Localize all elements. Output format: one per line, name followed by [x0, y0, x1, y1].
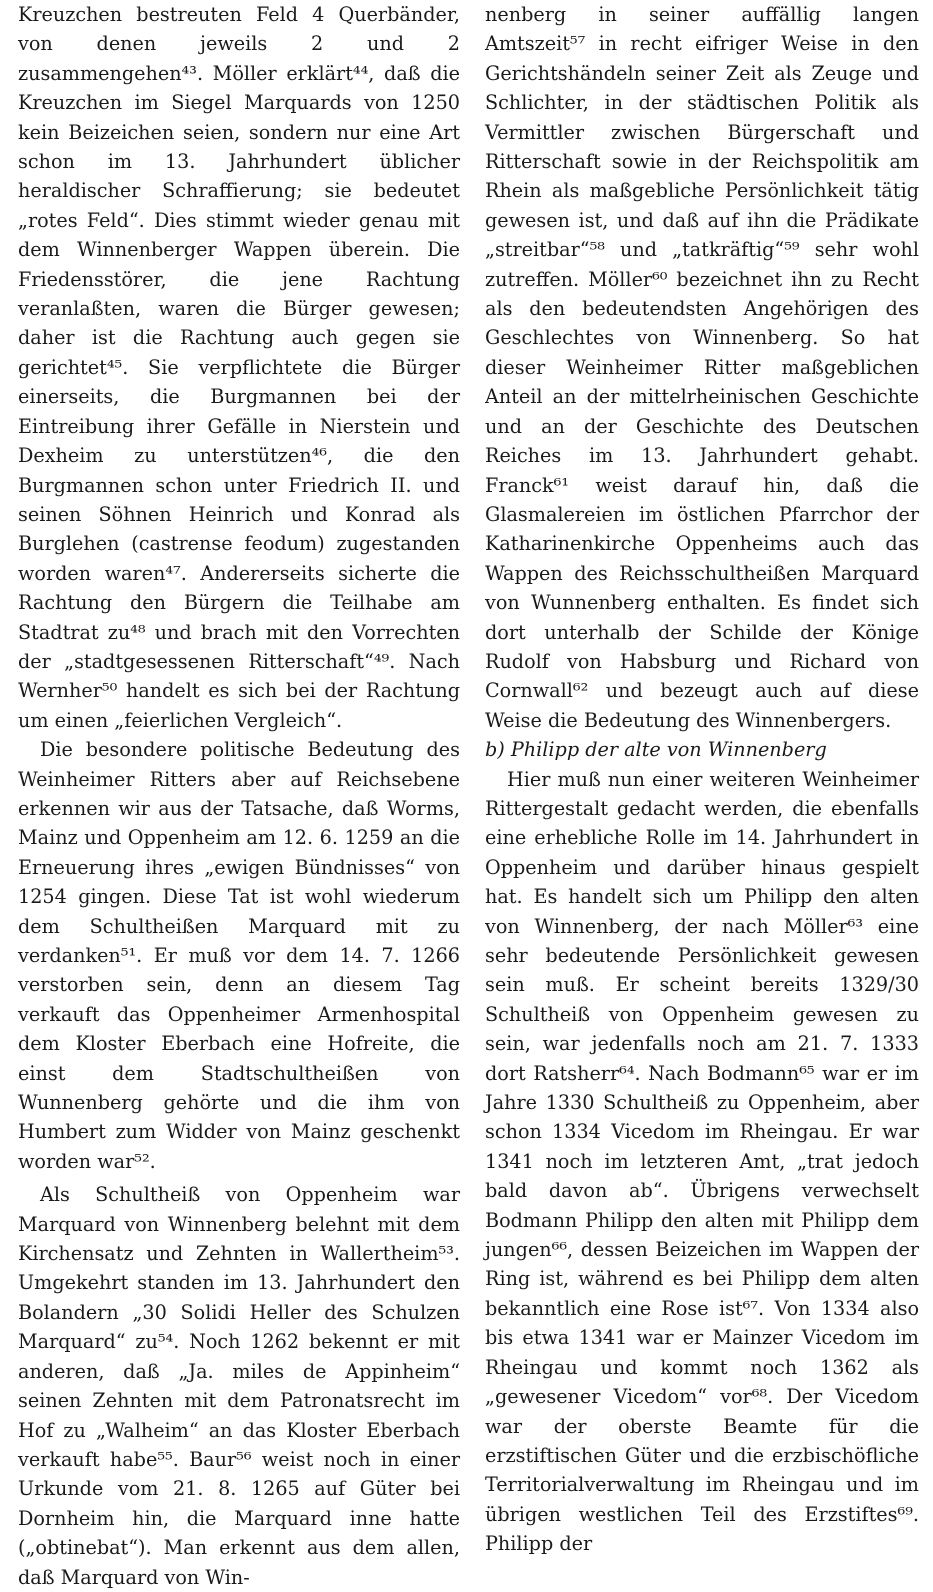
paragraph: Die besondere politische Bedeutung des Weinheimer Ritters aber auf Reichsebene erkennen wir aus der Tatsache, daß Worms, Mainz und Oppenheim am 12. 6. 1259 an die Erneuerung ihres „ewigen Bündnisses“ von 1254 gingen. Diese Tat ist wohl wiederum dem Schultheißen Marquard mit zu verdanken⁵¹. Er muß vor dem 14. 7. 1266 verstorben sein, denn an diesem Tag verkauft das Oppenheimer Armenhospital dem Kloster Eberbach eine Hofreite, die einst dem Stadtschultheißen von Wunnenberg gehörte und die ihm von Humbert zum Widder von Mainz geschenkt worden war⁵².: [18, 738, 460, 1173]
paragraph: Als Schultheiß von Oppenheim war Marquard von Winnenberg belehnt mit dem Kirchensatz und Zehnten in Wallertheim⁵³. Umgekehrt standen im 13. Jahrhundert den Bolandern „30 Solidi Heller des Schulzen Marquard“ zu⁵⁴. Noch 1262 bekennt er mit anderen, daß „Ja. miles de Appinheim“ seinen Zehnten mit dem Patronatsrecht im Hof zu „Walheim“ an das Kloster Eberbach verkauft habe⁵⁵. Baur⁵⁶ weist noch in einer Urkunde vom 21. 8. 1265 auf Güter bei Dornheim hin, die Marquard inne hatte („obtinebat“). Man erkennt aus dem allen, daß Marquard von Win-: [18, 1183, 460, 1589]
paragraph: Hier muß nun einer weiteren Weinheimer Rittergestalt gedacht werden, die ebenfalls eine erhebliche Rolle im 14. Jahrhundert in Oppenheim und darüber hinaus gespielt hat. Es handelt sich um Philipp den alten von Winnenberg, der nach Möller⁶³ eine sehr bedeutende Persönlichkeit gewesen sein muß. Er scheint bereits 1329/30 Schultheiß von Oppenheim gewesen zu sein, war jedenfalls noch am 21. 7. 1333 dort Ratsherr⁶⁴. Nach Bodmann⁶⁵ war er im Jahre 1330 Schultheiß zu Oppenheim, aber schon 1334 Vicedom im Rheingau. Er war 1341 noch im letzteren Amt, „trat jedoch bald davon ab“. Übrigens verwechselt Bodmann Philipp den alten mit Philipp dem jungen⁶⁶, dessen Beizeichen im Wappen der Ring ist, während es bei Philipp dem alten bekanntlich eine Rose ist⁶⁷. Von 1334 also bis etwa 1341 war er Mainzer Vicedom im Rheingau und kommt noch 1362 als „gewesener Vicedom“ vor⁶⁸. Der Vicedom war der oberste Beamte für die erzstiftischen Güter und die erzbischöfliche Territorialverwaltung im Rheingau und im übrigen westlichen Teil des Erzstiftes⁶⁹. Philipp der: [485, 767, 919, 1556]
paragraph: nenberg in seiner auffällig langen Amtszeit⁵⁷ in recht eifriger Weise in den Gerichtshändeln seiner Zeit als Zeuge und Schlichter, in der städtischen Politik als Vermittler zwischen Bürgerschaft und Ritterschaft sowie in der Reichspolitik am Rhein als maßgebliche Persönlichkeit tätig gewesen ist, und daß auf ihn die Prädikate „streitbar“⁵⁸ und „tatkräftig“⁵⁹ sehr wohl zutreffen. Möller⁶⁰ bezeichnet ihn zu Recht als den bedeutendsten Angehörigen des Geschlechtes von Winnenberg. So hat dieser Weinheimer Ritter maßgeblichen Anteil an der mittelrheinischen Geschichte und an der Geschichte des Deutschen Reiches im 13. Jahrhundert gehabt. Franck⁶¹ weist darauf hin, daß die Glasmalereien im östlichen Pfarrchor der Katharinenkirche Oppenheims auch das Wappen des Reichsschultheißen Marquard von Wunnenberg enthalten. Es findet sich dort unterhalb der Schilde der Könige Rudolf von Habsburg und Richard von Cornwall⁶² und bezeugt auch auf diese Weise die Bedeutung des Winnenbergers.: [485, 3, 919, 732]
paragraph: Kreuzchen bestreuten Feld 4 Querbänder, von denen jeweils 2 und 2 zusammengehen⁴³. Möller erklärt⁴⁴, daß die Kreuzchen im Siegel Marquards von 1250 kein Beizeichen seien, sondern nur eine Art schon im 13. Jahrhundert üblicher heraldischer Schraffierung; sie bedeutet „rotes Feld“. Dies stimmt wieder genau mit dem Winnenberger Wappen überein. Die Friedensstörer, die jene Rachtung veranlaßten, waren die Bürger gewesen; daher ist die Rachtung auch gegen sie gerichtet⁴⁵. Sie verpflichtete die Bürger einerseits, die Burgmannen bei der Eintreibung ihrer Gefälle in Nierstein und Dexheim zu unterstützen⁴⁶, die den Burgmannen schon unter Friedrich II. und seinen Söhnen Heinrich und Konrad als Burglehen (castrense feodum) zugestanden worden waren⁴⁷. Andererseits sicherte die Rachtung den Bürgern die Teilhabe am Stadtrat zu⁴⁸ und brach mit den Vorrechten der „stadtgesessenen Ritterschaft“⁴⁹. Nach Wernher⁵⁰ handelt es sich bei der Rachtung um einen „feierlichen Vergleich“.: [18, 3, 460, 732]
section-heading: b) Philipp der alte von Winnenberg: [485, 738, 827, 762]
left-column: [18, 0, 460, 1592]
right-column: [485, 0, 919, 1559]
